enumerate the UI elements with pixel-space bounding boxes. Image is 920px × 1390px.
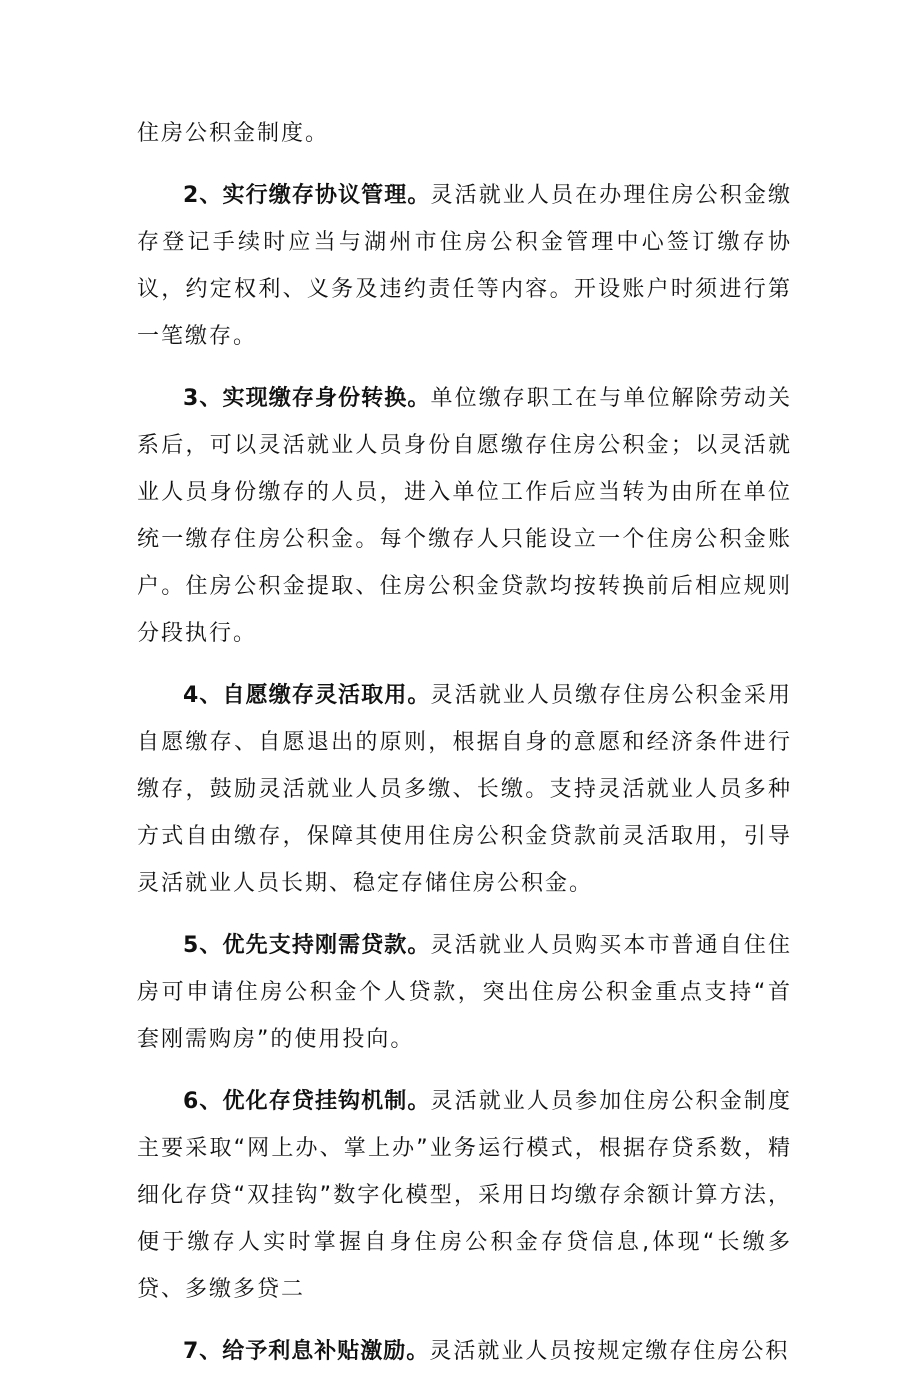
paragraph-heading: 2、实行缴存协议管理。 (183, 183, 431, 208)
paragraph-body: 单位缴存职工在与单位解除劳动关系后，可以灵活就业人员身份自愿缴存住房公积金；以灵活就业人员身份缴存的人员，进入单位工作后应当转为由所在单位统一缴存住房公积金。每个缴存人只能设立一个住房公积金账户。住房公积金提取、住房公积金贷款均按转换前后相应规则分段执行。 (137, 386, 792, 646)
paragraph-body: 灵活就业人员参加住房公积金制度主要采取“网上办、掌上办”业务运行模式，根据存贷系数，精细化存贷“双挂钩”数字化模型，采用日均缴存余额计算方法，便于缴存人实时掌握自身住房公积金存贷信息,体现“长缴多贷、多缴多贷二 (137, 1089, 792, 1302)
paragraph-continuation (137, 110, 792, 157)
paragraph-item-7 (137, 1328, 792, 1375)
paragraph-body: 灵活就业人员缴存住房公积金采用自愿缴存、自愿退出的原则，根据自身的意愿和经济条件进行缴存，鼓励灵活就业人员多缴、长缴。支持灵活就业人员多种方式自由缴存，保障其使用住房公积金贷款前灵活取用，引导灵活就业人员长期、稳定存储住房公积金。 (137, 683, 792, 896)
paragraph-body: 住房公积金制度。 (137, 121, 330, 146)
paragraph-item-5 (137, 922, 792, 1063)
paragraph-heading: 3、实现缴存身份转换。 (183, 386, 431, 411)
paragraph-heading: 6、优化存贷挂钩机制。 (183, 1089, 431, 1114)
paragraph-body: 灵活就业人员在办理住房公积金缴存登记手续时应当与湖州市住房公积金管理中心签订缴存协议，约定权利、义务及违约责任等内容。开设账户时须进行第一笔缴存。 (137, 183, 792, 349)
paragraph-body: 灵活就业人员购买本市普通自住住房可申请住房公积金个人贷款，突出住房公积金重点支持“首套刚需购房”的使用投向。 (137, 933, 792, 1052)
paragraph-body: 灵活就业人员按规定缴存住房公积 (429, 1339, 790, 1364)
paragraph-heading: 5、优先支持刚需贷款。 (183, 933, 431, 958)
document-body (137, 110, 792, 1390)
paragraph-heading: 4、自愿缴存灵活取用。 (183, 683, 431, 708)
paragraph-item-3 (137, 375, 792, 657)
paragraph-item-2 (137, 172, 792, 360)
paragraph-heading: 7、给予利息补贴激励。 (183, 1339, 430, 1364)
paragraph-item-4 (137, 672, 792, 907)
paragraph-item-6 (137, 1078, 792, 1313)
